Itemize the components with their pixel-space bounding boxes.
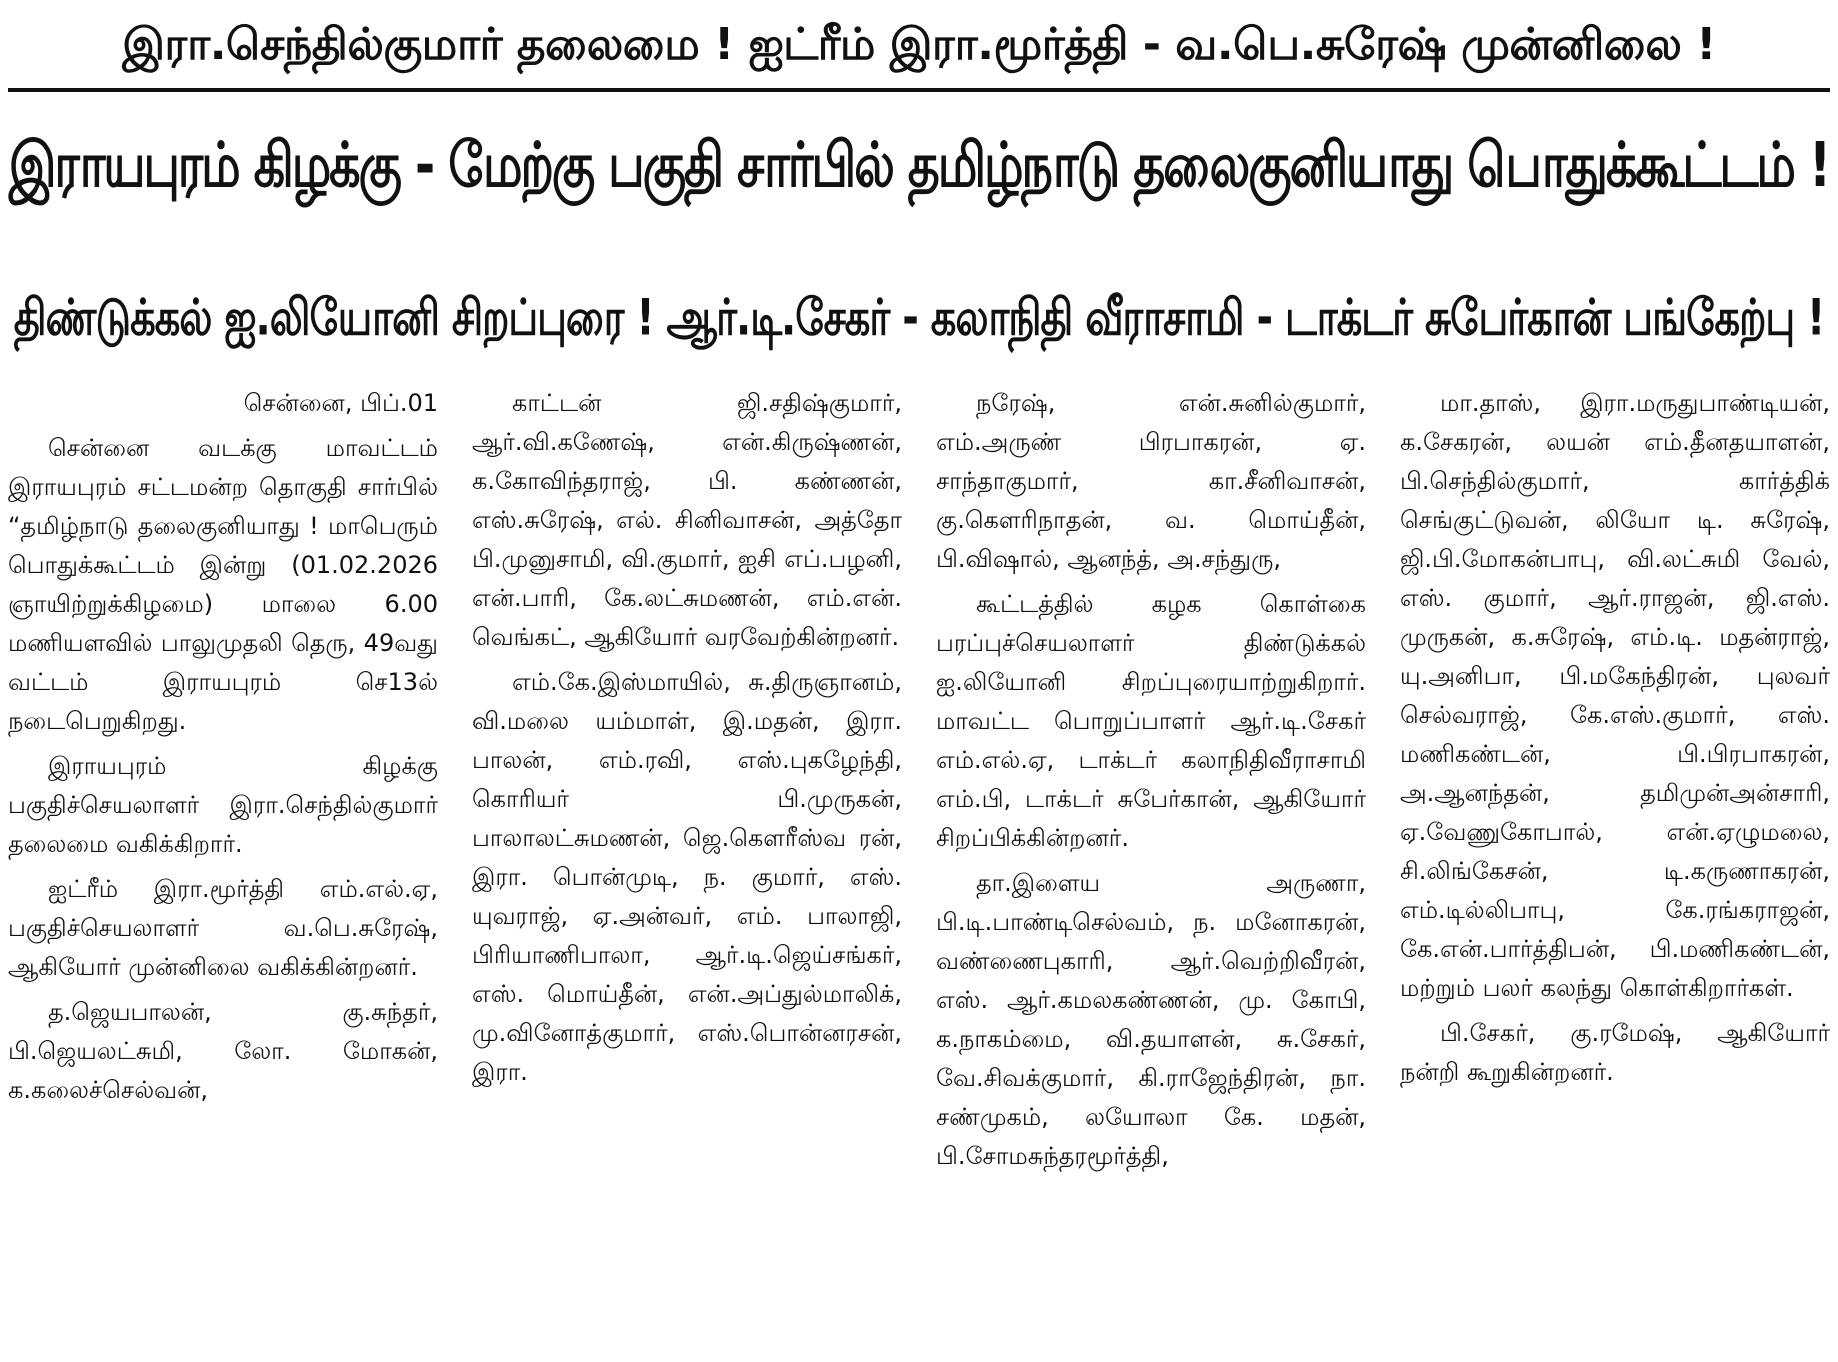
paragraph: நரேஷ், என்.சுனில்குமார், எம்.அருண் பிரபாகரன், ஏ. சாந்தாகுமார், கா.சீனிவாசன், கு.கௌரிநாதன், வ. மொய்தீன், பி.விஷால், ஆனந்த், அ.சந்துரு, xyxy=(936,389,1366,573)
headline-sub: திண்டுக்கல் ஐ.லியோனி சிறப்புரை ! ஆர்.டி.சேகர் - கலாநிதி வீராசாமி - டாக்டர் சுபேர்கான் பங்கேற்பு ! xyxy=(13,289,1825,347)
headline-main: இராயபுரம் கிழக்கு - மேற்கு பகுதி சார்பில் தமிழ்நாடு தலைகுனியாது பொதுக்கூட்டம் ! xyxy=(8,129,1830,201)
paragraph: காட்டன் ஜி.சதிஷ்குமார், ஆர்.வி.கணேஷ், என்.கிருஷ்ணன், க.கோவிந்தராஜ், பி. கண்ணன், எஸ்.சுரேஷ், எல். சினிவாசன், அத்தோ பி.முனுசாமி, வி.குமார், ஐசி எப்.பழனி, என்.பாரி, கே.லட்சுமணன், எம்.என். வெங்கட், ஆகியோர் வரவேற்கின்றனர். xyxy=(472,389,902,651)
dateline: சென்னை, பிப்.01 xyxy=(243,389,438,417)
article-column-4 xyxy=(1400,384,1830,1354)
paragraph: கூட்டத்தில் கழக கொள்கை பரப்புச்செயலாளர் திண்டுக்கல் ஐ.லியோனி சிறப்புரையாற்றுகிறார். மாவட்ட பொறுப்பாளர் ஆர்.டி.சேகர் எம்.எல்.ஏ, டாக்டர் கலாநிதிவீராசாமி எம்.பி, டாக்டர் சுபேர்கான், ஆகியோர் சிறப்பிக்கின்றனர். xyxy=(936,590,1366,852)
article-column-1 xyxy=(8,384,438,1354)
paragraph: இராயபுரம் கிழக்கு பகுதிச்செயலாளர் இரா.செந்தில்குமார் தலைமை வகிக்கிறார். xyxy=(8,752,438,858)
paragraph: பி.சேகர், கு.ரமேஷ், ஆகியோர் நன்றி கூறுகின்றனர். xyxy=(1400,1019,1830,1086)
article-column-3 xyxy=(936,384,1366,1354)
headline-top: இரா.செந்தில்குமார் தலைமை ! ஐட்ரீம் இரா.மூர்த்தி - வ.பெ.சுரேஷ் முன்னிலை ! xyxy=(122,19,1716,70)
article-body xyxy=(8,384,1830,1354)
paragraph: தா.இளைய அருணா, பி.டி.பாண்டிசெல்வம், ந. மனோகரன், வண்ணைபுகாரி, ஆர்.வெற்றிவீரன், எஸ். ஆர்.கமலகண்ணன், மு. கோபி, க.நாகம்மை, வி.தயாளன், சு.சேகர், வே.சிவக்குமார், கி.ராஜேந்திரன், நா. சண்முகம், லயோலா கே. மதன், பி.சோமசுந்தரமூர்த்தி, xyxy=(936,869,1366,1170)
paragraph: ஐட்ரீம் இரா.மூர்த்தி எம்.எல்.ஏ, பகுதிச்செயலாளர் வ.பெ.சுரேஷ், ஆகியோர் முன்னிலை வகிக்கின்றனர். xyxy=(8,875,438,981)
paragraph: எம்.கே.இஸ்மாயில், சு.திருஞானம், வி.மலை யம்மாள், இ.மதன், இரா. பாலன், எம்.ரவி, எஸ்.புகழேந்தி, கொரியர் பி.முருகன், பாலாலட்சுமணன், ஜெ.கௌரீஸ்வ ரன், இரா. பொன்முடி, ந. குமார், எஸ். யுவராஜ், ஏ.அன்வர், எம். பாலாஜி, பிரியாணிபாலா, ஆர்.டி.ஜெய்சங்கர், எஸ். மொய்தீன், என்.அப்துல்மாலிக், மு.வினோத்குமார், எஸ்.பொன்னரசன், இரா. xyxy=(472,668,902,1086)
paragraph: சென்னை வடக்கு மாவட்டம் இராயபுரம் சட்டமன்ற தொகுதி சார்பில் “தமிழ்நாடு தலைகுனியாது ! மாபெரும் பொதுக்கூட்டம் இன்று (01.02.2026 ஞாயிற்றுக்கிழமை) மாலை 6.00 மணியளவில் பாலுமுதலி தெரு, 49வது வட்டம் இராயபுரம் செ13ல் நடைபெறுகிறது. xyxy=(8,434,438,735)
paragraph: த.ஜெயபாலன், கு.சுந்தர், பி.ஜெயலட்சுமி, லோ. மோகன், க.கலைச்செல்வன், xyxy=(8,998,438,1104)
article-column-2 xyxy=(472,384,902,1354)
paragraph: மா.தாஸ், இரா.மருதுபாண்டியன், க.சேகரன், லயன் எம்.தீனதயாளன், பி.செந்தில்குமார், கார்த்திக் செங்குட்டுவன், லியோ டி. சுரேஷ், ஜி.பி.மோகன்பாபு, வி.லட்சுமி வேல், எஸ். குமார், ஆர்.ராஜன், ஜி.எஸ். முருகன், க.சுரேஷ், எம்.டி. மதன்ராஜ், யு.அனிபா, பி.மகேந்திரன், புலவர் செல்வராஜ், கே.எஸ்.குமார், எஸ். மணிகண்டன், பி.பிரபாகரன், அ.ஆனந்தன், தமிமுன்அன்சாரி, ஏ.வேணுகோபால், என்.ஏழுமலை, சி.லிங்கேசன், டி.கருணாகரன், எம்.டில்லிபாபு, கே.ரங்கராஜன், கே.என்.பார்த்திபன், பி.மணிகண்டன், மற்றும் பலர் கலந்து கொள்கிறார்கள். xyxy=(1400,389,1830,1002)
